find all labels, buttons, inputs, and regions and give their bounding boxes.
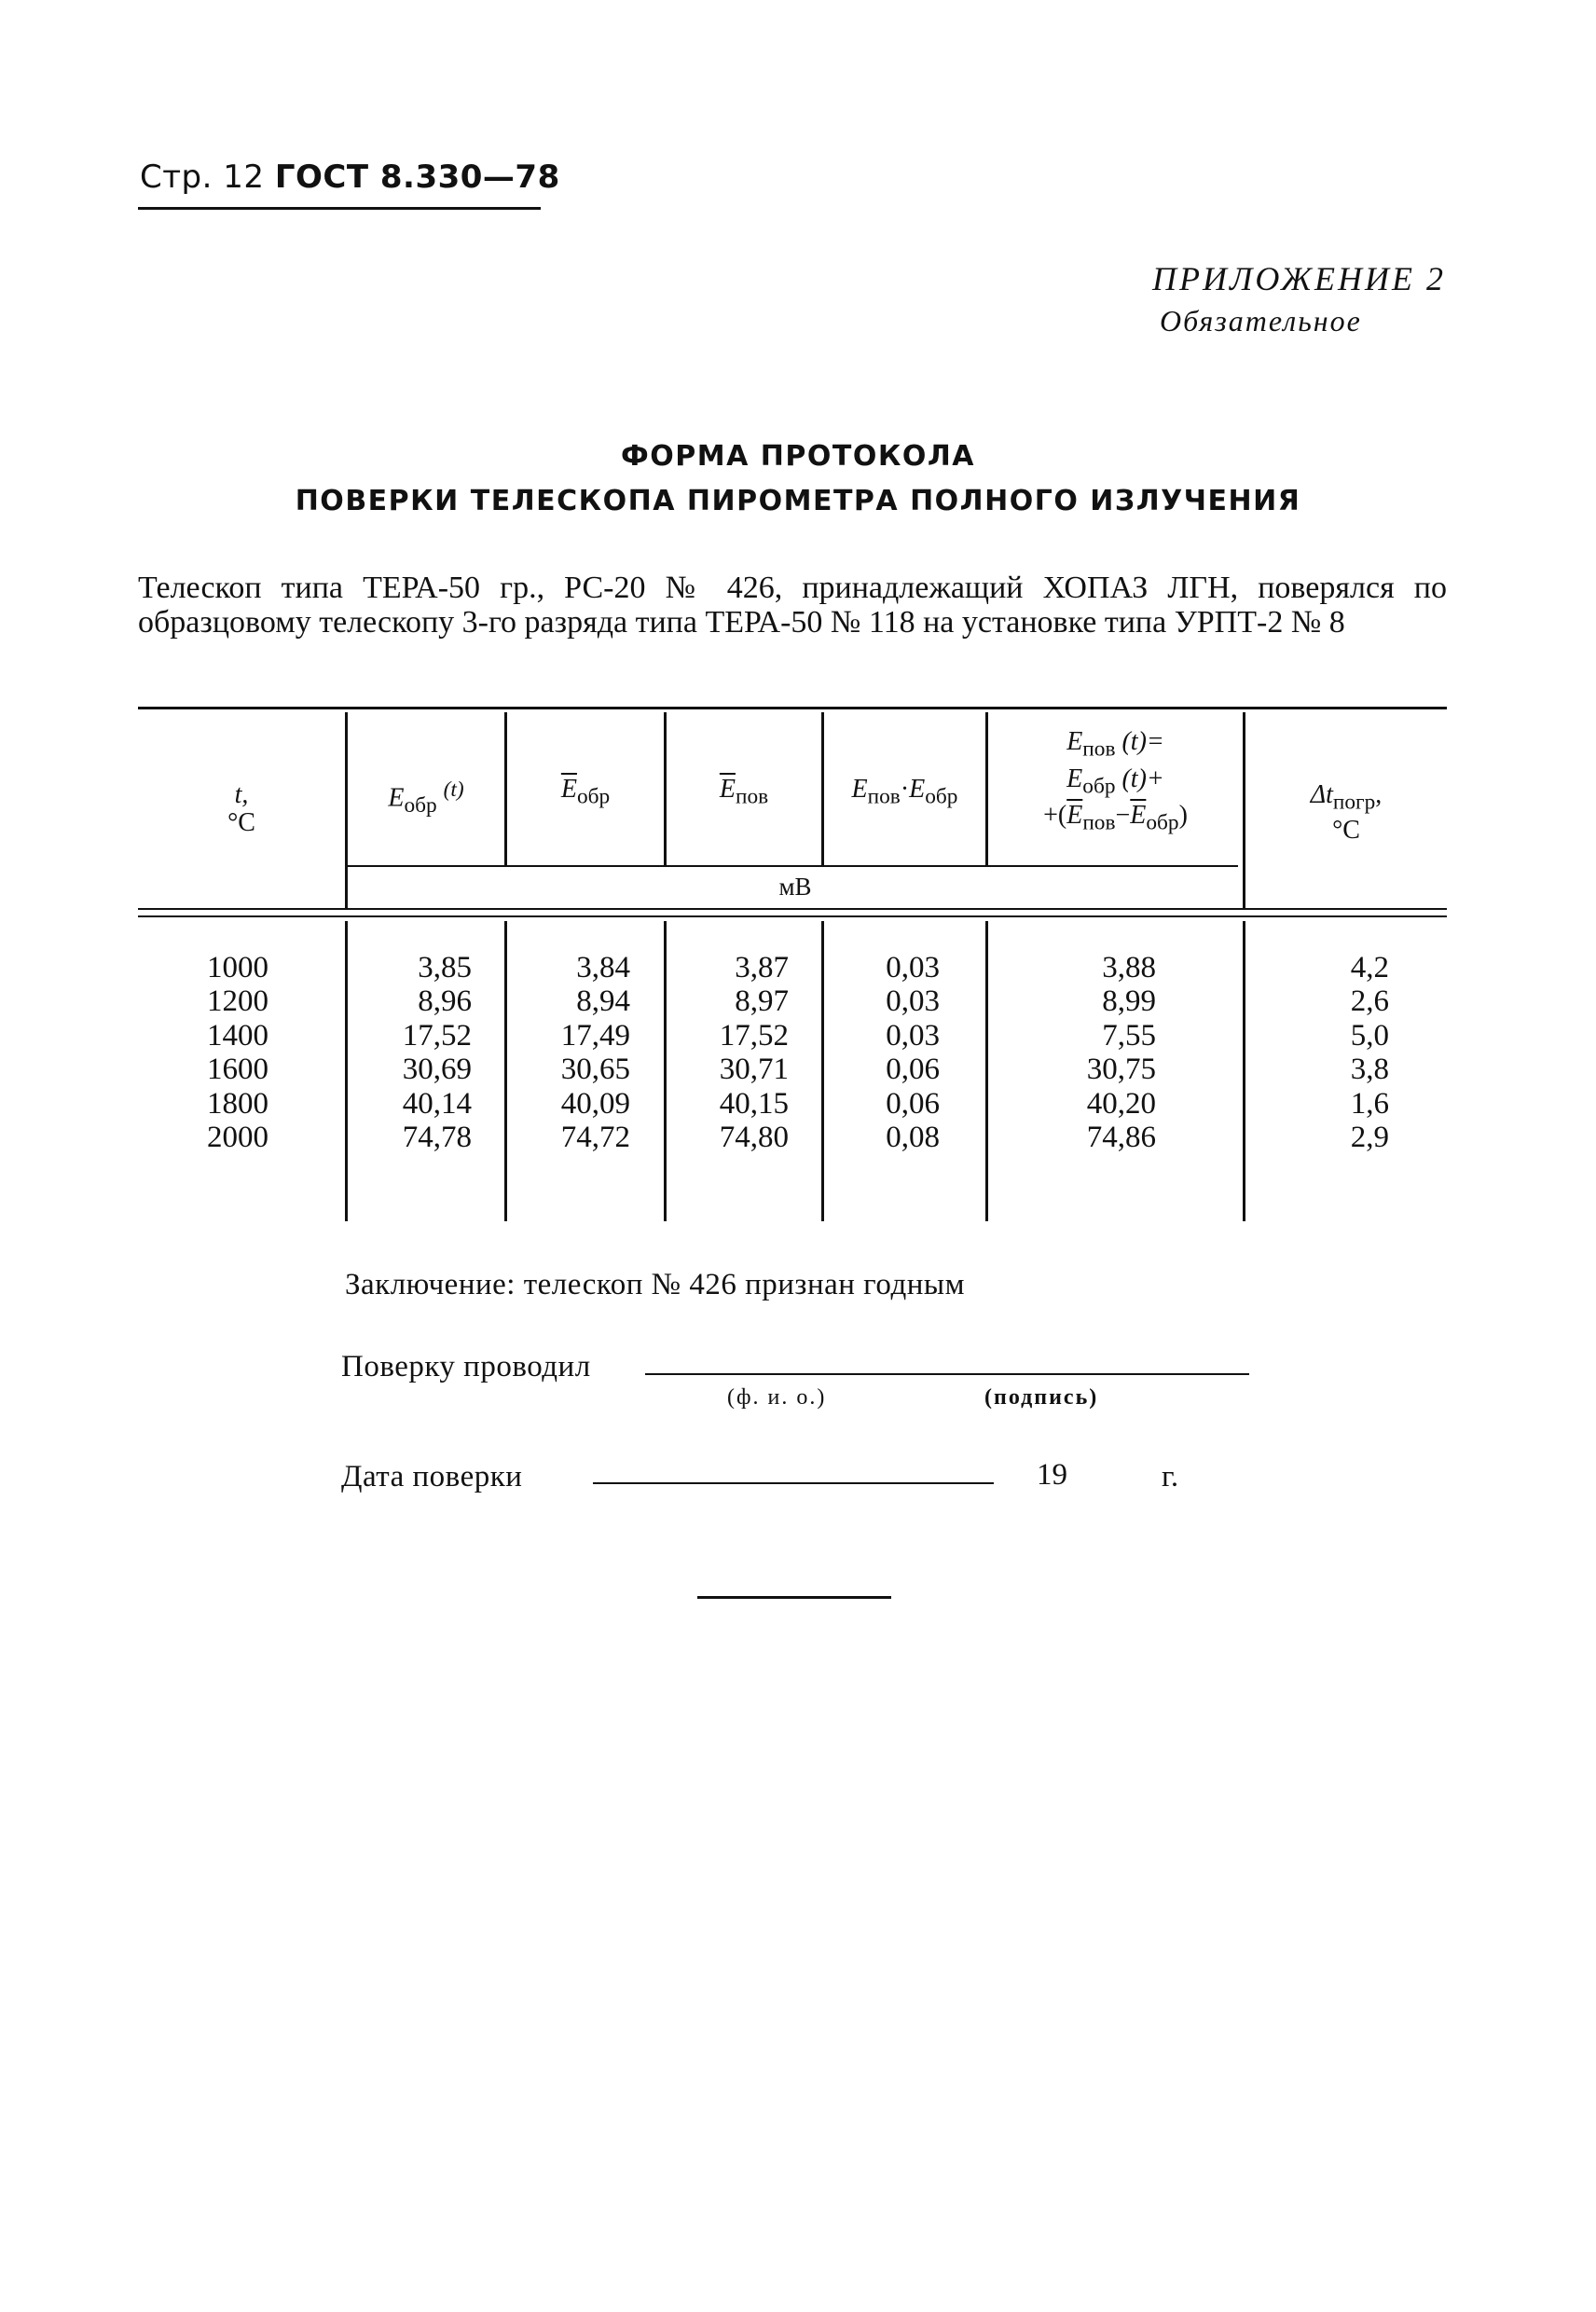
paren: +( xyxy=(1043,801,1067,831)
appendix-status: Обязательное xyxy=(1160,304,1362,337)
table-cell: 1200 xyxy=(207,984,268,1019)
table-cell: 0,06 xyxy=(886,1053,940,1087)
col-e-pov-avg xyxy=(671,951,789,1154)
table-cell: 40,09 xyxy=(560,1086,630,1121)
standard-code: ГОСТ 8.330—78 xyxy=(274,158,560,196)
table-cell: 74,86 xyxy=(1086,1121,1156,1155)
table-cell: 30,65 xyxy=(560,1053,630,1087)
table-cell: 2,6 xyxy=(1350,984,1389,1019)
sym: E xyxy=(909,775,926,804)
table-cell: 2000 xyxy=(207,1121,268,1155)
rest: (t)+ xyxy=(1121,764,1164,793)
checked-by-label: Поверку проводил xyxy=(341,1350,591,1383)
table-cell: 8,97 xyxy=(735,984,789,1019)
table-cell: 3,88 xyxy=(1102,951,1156,984)
table-cell: 1,6 xyxy=(1350,1086,1389,1121)
sym: E xyxy=(1066,727,1083,756)
sym: E xyxy=(388,783,405,813)
sym: E xyxy=(1066,764,1083,793)
header-rule xyxy=(138,207,541,210)
table-cell: 74,78 xyxy=(402,1121,472,1155)
sub: обр xyxy=(1146,810,1179,835)
table-header-rule-a xyxy=(138,908,1447,910)
corr-line-3 xyxy=(988,801,1243,838)
sub: пов xyxy=(867,784,901,809)
table-cell: 40,14 xyxy=(402,1086,472,1121)
document-title-line-2: ПОВЕРКИ ТЕЛЕСКОПА ПИРОМЕТРА ПОЛНОГО ИЗЛУЧЕНИЯ xyxy=(295,485,1301,517)
sym: E xyxy=(851,775,868,804)
sub: обр xyxy=(404,792,437,818)
table-cell: 1400 xyxy=(207,1018,268,1053)
table-cell: 3,87 xyxy=(735,951,789,984)
table-cell: 3,8 xyxy=(1350,1053,1389,1087)
table-cell: 0,03 xyxy=(886,984,940,1019)
document-title-line-1: ФОРМА ПРОТОКОЛА xyxy=(621,440,975,473)
table-unit-rule xyxy=(347,865,1238,867)
table-cell: 0,06 xyxy=(886,1086,940,1121)
sub: обр xyxy=(925,784,958,809)
arg: (t) xyxy=(443,778,464,802)
conclusion: Заключение: телескоп № 426 признан годным xyxy=(345,1268,965,1301)
table-cell: 17,49 xyxy=(560,1018,630,1053)
intro-paragraph: Телескоп типа ТЕРА-50 гр., РС-20 № 426, принадлежащий ХОПАЗ ЛГН, поверялся по образцовому телескопу 3-го разряда типа ТЕРА-50 № 118 на установке типа УРПТ-2 № 8 xyxy=(138,571,1447,640)
col-e-obr xyxy=(354,951,472,1154)
body-sep-6 xyxy=(1243,921,1245,1221)
table-cell: 0,03 xyxy=(886,1018,940,1053)
table-cell: 8,96 xyxy=(418,984,472,1019)
table-header-rule-b xyxy=(138,915,1447,917)
col-diff xyxy=(830,951,940,1154)
table-cell: 0,03 xyxy=(886,951,940,984)
table-cell: 30,69 xyxy=(402,1053,472,1087)
table-cell: 30,71 xyxy=(719,1053,789,1087)
header-e-obr-avg xyxy=(507,776,664,811)
table-cell: 3,84 xyxy=(576,951,630,984)
t-symbol: t, xyxy=(234,780,249,809)
col-error xyxy=(1286,951,1389,1154)
table-cell: 74,72 xyxy=(560,1121,630,1155)
table-cell: 17,52 xyxy=(402,1018,472,1053)
date-line[interactable] xyxy=(593,1482,994,1484)
date-year: 19 xyxy=(1037,1458,1067,1492)
date-label: Дата поверки xyxy=(341,1460,523,1493)
col-t xyxy=(186,951,289,1154)
sub: обр xyxy=(1082,774,1116,799)
sym: $\overline{E}$ xyxy=(1130,801,1147,831)
sub: обр xyxy=(576,784,611,809)
body-sep-3 xyxy=(664,921,667,1221)
rest: (t)= xyxy=(1121,727,1164,756)
fio-caption: (ф. и. о.) xyxy=(727,1385,827,1410)
corr-line-2 xyxy=(988,764,1243,802)
page-header xyxy=(140,158,560,196)
sym: $\overline{E}$ xyxy=(1066,801,1083,831)
t-unit: °C xyxy=(227,808,255,837)
header-e-pov-avg xyxy=(667,776,821,811)
sym: $\overline{E}$ xyxy=(719,775,736,804)
sub: пов xyxy=(1082,736,1116,762)
page-number: Стр. 12 xyxy=(140,158,265,196)
body-sep-1 xyxy=(345,921,348,1221)
paren: ) xyxy=(1178,801,1188,831)
date-suffix: г. xyxy=(1162,1460,1179,1493)
table-cell: 40,20 xyxy=(1086,1086,1156,1121)
header-e-obr xyxy=(348,776,504,819)
unit: °C xyxy=(1332,815,1360,845)
body-sep-5 xyxy=(985,921,988,1221)
corr-line-1 xyxy=(988,727,1243,764)
table-cell: 40,15 xyxy=(719,1086,789,1121)
table-cell: 5,0 xyxy=(1350,1018,1389,1053)
body-sep-2 xyxy=(504,921,507,1221)
header-corrected xyxy=(988,727,1243,838)
table-cell: 0,08 xyxy=(886,1121,940,1155)
table-cell: 74,80 xyxy=(719,1121,789,1155)
sub: пов xyxy=(735,784,769,809)
table-cell: 8,94 xyxy=(576,984,630,1019)
sym: $\overline{E}$ xyxy=(560,775,577,804)
table-cell: 30,75 xyxy=(1086,1053,1156,1087)
table-cell: 1600 xyxy=(207,1053,268,1087)
header-diff xyxy=(824,776,985,811)
unit-row: мВ xyxy=(778,873,812,901)
appendix-title: ПРИЛОЖЕНИЕ 2 xyxy=(1152,260,1446,297)
table-cell: 2,9 xyxy=(1350,1121,1389,1155)
col-corrected xyxy=(1007,951,1156,1154)
sym: Δt xyxy=(1310,780,1333,809)
table-cell: 1800 xyxy=(207,1086,268,1121)
minus: − xyxy=(1115,801,1131,831)
sub: погр xyxy=(1332,790,1376,815)
signature-line[interactable] xyxy=(645,1373,1249,1375)
table-cell: 8,99 xyxy=(1102,984,1156,1019)
body-sep-4 xyxy=(821,921,824,1221)
table-cell: 3,85 xyxy=(418,951,472,984)
table-cell: 1000 xyxy=(207,951,268,984)
signature-caption: (подпись) xyxy=(984,1385,1099,1410)
header-t xyxy=(138,781,345,837)
dot: · xyxy=(900,775,910,804)
table-top-rule xyxy=(138,707,1447,709)
table-cell: 4,2 xyxy=(1350,951,1389,984)
col-e-obr-avg xyxy=(513,951,630,1154)
header-error: $\Delta t_{погр}$, °C xyxy=(1310,780,1383,845)
end-rule xyxy=(697,1596,891,1599)
table-cell: 17,52 xyxy=(719,1018,789,1053)
table-cell: 7,55 xyxy=(1102,1018,1156,1053)
sub: пов xyxy=(1082,810,1116,835)
